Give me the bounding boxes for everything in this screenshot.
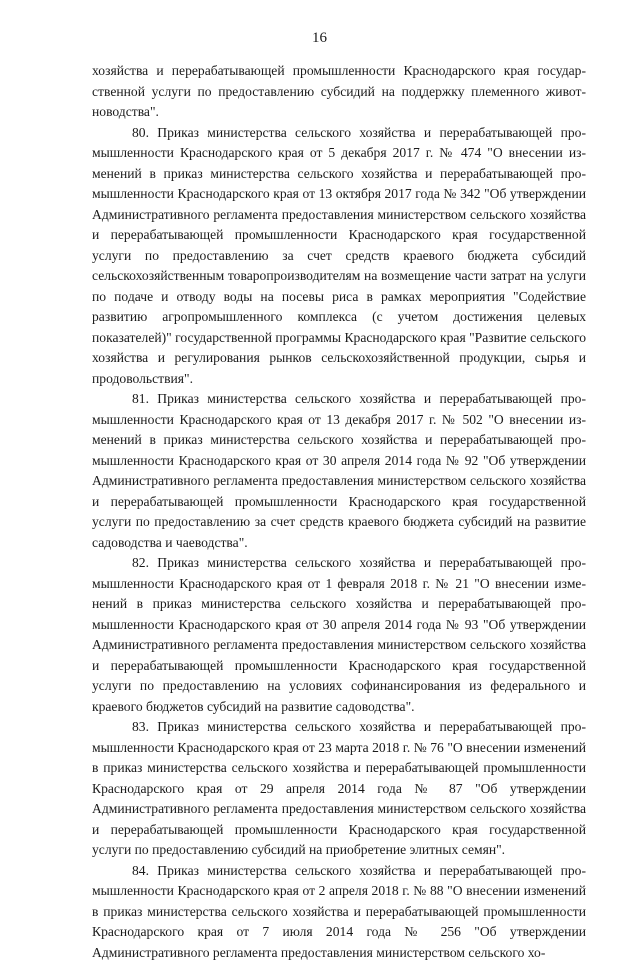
paragraph-item-81: 81. Приказ министерства сельского хозяйства и перерабатывающей промышленности Краснодарского края от 13 декабря 2017 г. № 502 "О внесении изменений в приказ министерства сельского хозяйства и перерабатывающей промышленности Краснодарского края от 30 апреля 2014 года № 92 "Об утверждении Административного регламента предоставления министерством сельского хозяйства и перерабатывающей промышленности Краснодарского края государственной услуги по предоставлению за счет средств краевого бюджета субсидий на развитие садоводства и чаеводства". — [92, 389, 586, 553]
paragraph-item-80: 80. Приказ министерства сельского хозяйства и перерабатывающей промышленности Краснодарского края от 5 декабря 2017 г. № 474 "О внесении изменений в приказ министерства сельского хозяйства и перерабатывающей промышленности Краснодарского края от 13 октября 2017 года № 342 "Об утверждении Административного регламента предоставления министерством сельского хозяйства и перерабатывающей промышленности Краснодарского края государственной услуги по предоставлению за счет средств краевого бюджета субсидий сельскохозяйственным товаропроизводителям на возмещение части затрат на услуги по подаче и отводу воды на посевы риса в рамках мероприятия "Содействие развитию агропромышленного комплекса (с учетом достижения целевых показателей)" государственной программы Краснодарского края "Развитие сельского хозяйства и регулирования рынков сельскохозяйственной продукции, сырья и продовольствия". — [92, 123, 586, 390]
document-body — [92, 61, 586, 963]
paragraph-continuation: хозяйства и перерабатывающей промышленности Краснодарского края государственной услуги по предоставлению субсидий на поддержку племенного животноводства". — [92, 61, 586, 123]
page-number: 16 — [0, 29, 639, 47]
paragraph-item-82: 82. Приказ министерства сельского хозяйства и перерабатывающей промышленности Краснодарского края от 1 февраля 2018 г. № 21 "О внесении изменений в приказ министерства сельского хозяйства и перерабатывающей промышленности Краснодарского края от 30 апреля 2014 года № 93 "Об утверждении Административного регламента предоставления министерством сельского хозяйства и перерабатывающей промышленности Краснодарского края государственной услуги по предоставлению на условиях софинансирования из федерального и краевого бюджетов субсидий на развитие садоводства". — [92, 553, 586, 717]
paragraph-item-83: 83. Приказ министерства сельского хозяйства и перерабатывающей промышленности Краснодарского края от 23 марта 2018 г. № 76 "О внесении изменений в приказ министерства сельского хозяйства и перерабатывающей промышленности Краснодарского края от 29 апреля 2014 года № 87 "Об утверждении Административного регламента предоставления министерством сельского хозяйства и перерабатывающей промышленности Краснодарского края государственной услуги по предоставлению субсидий на приобретение элитных семян". — [92, 717, 586, 861]
paragraph-item-84: 84. Приказ министерства сельского хозяйства и перерабатывающей промышленности Краснодарского края от 2 апреля 2018 г. № 88 "О внесении изменений в приказ министерства сельского хозяйства и перерабатывающей промышленности Краснодарского края от 7 июля 2014 года № 256 "Об утверждении Административного регламента предоставления министерством сельского хо- — [92, 861, 586, 963]
